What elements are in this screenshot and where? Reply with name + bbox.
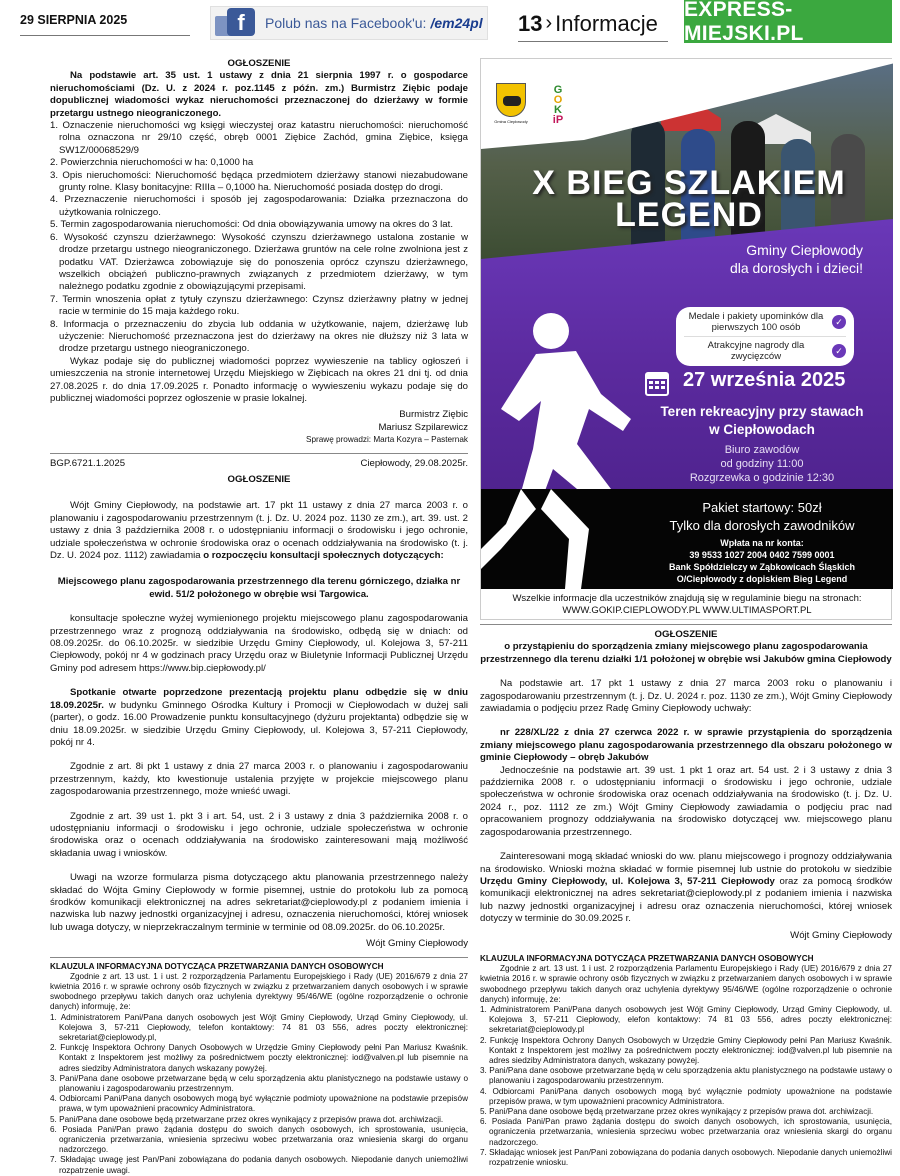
announcement-jakubow <box>480 629 892 942</box>
page-heading <box>518 6 668 42</box>
announcement-title: OGŁOSZENIE <box>227 474 291 485</box>
logo-letter: G <box>553 84 563 96</box>
announcement-cieplowody-consultation <box>50 458 468 951</box>
title-line: LEGEND <box>615 196 763 234</box>
subtitle-line: Gminy Ciepłowody <box>746 242 863 258</box>
fee-line: Pakiet startowy: 50zł <box>702 500 822 515</box>
announcement-lead: Na podstawie art. 35 ust. 1 ustawy z dnia 21 sierpnia 1997 r. o gospodarce nieruchomościami (Dz. U. z 2024 r. poz.1145 z późn. zm.) Burmistrz Ziębic podaje dopublicznej wiadomości wykaz nieruchomości przeznaczonej do dzierżawy w formie przetargu ustnego nieograniczonego. <box>50 70 468 119</box>
logo-letter: iP <box>552 114 564 126</box>
subtitle-line: dla dorosłych i dzieci! <box>729 260 863 276</box>
list-item: 5. Pani/Pana dane osobowe będą przetwarzane przez okres wynikający z przepisów prawa dot. archiwizacji. <box>480 1106 874 1116</box>
runner-silhouette-icon <box>481 489 611 589</box>
list-item: 2. Funkcję Inspektora Ochrony Danych Osobowych w Urzędzie Gminy Ciepłowody pełni Pan Mariusz Kwaśnik. Kontakt z Inspektorem jest możliwy za pośrednictwem poczty elektronicznej: iod@valven.pl lub pisemnie na adres siedziby Administratora danych, wskazany powyżej. <box>480 1035 892 1065</box>
issue-date: 29 SIERPNIA 2025 <box>20 13 190 36</box>
list-item: 6. Wysokość czynszu dzierżawnego: Wysokość czynszu dzierżawnego ustalona zostanie w drodze przetargu ustnego nieograniczonego. Dzierżawa gruntów na cele rolne zwolniona jest z podatku VAT. Dzierżawca zobowiązuje się do ponoszenia oprócz czynszu dzierżawnego, wszelkich obciążeń publiczno-prawnych związanych z przedmiotem dzierżawy, w tym należnego podatku zgodnie z obowiązującymi przepisami. <box>50 231 468 293</box>
rodo-intro: Zgodnie z art. 13 ust. 1 i ust. 2 rozporządzenia Parlamentu Europejskiego i Rady (UE) 2016/679 z dnia 27 kwietnia 2016 r. w sprawie ochrony osób fizycznych w związku z przetwarzaniem danych osobowych i w sprawie swobodnego przepływu takich danych oraz uchylenia dyrektywy 95/46/WE (ogólne rozporządzenie o ochronie danych) informuję, że: <box>480 964 892 1004</box>
reference-number: BGP.6721.1.2025 <box>50 457 126 469</box>
list-item: 8. Informacja o przeznaczeniu do zbycia lub oddania w użytkowanie, najem, dzierżawę lub użyczenie: Nieruchomość przeznaczona jest do dzierżawy na okres nie dłuższy niż 3 lata w drodze przetargu ustnego nieograniczonego. <box>50 318 468 355</box>
divider <box>50 957 468 958</box>
announcement-subject: o przystąpieniu do sporządzenia zmiany miejscowego planu zagospodarowania przestrzennego dla terenu działki 1/1 położonej w obrębie wsi Jakubów gmina Ciepłowody <box>480 641 892 665</box>
event-venue <box>631 403 893 439</box>
rodo-clause-left <box>50 962 468 1176</box>
list-item: 2. Funkcję Inspektora Ochrony Danych Osobowych w Urzędzie Gminy Ciepłowody pełni Pan Mariusz Kwaśnik. Kontakt z Inspektorem jest możliwy za pośrednictwem poczty elektronicznej: iod@valven.pl lub pisemnie na adres siedziby Administratora danych wskazany powyżej. <box>50 1043 468 1073</box>
place-date: Ciepłowody, 29.08.2025r. <box>360 457 468 469</box>
resolution: nr 228/XL/22 z dnia 27 czerwca 2022 r. w sprawie przystąpienia do sporządzenia zmiany miejscowego planu zagospodarowania przestrzennego dla obszaru położonego w gminie Ciepłowody – obręb Jakubów <box>480 727 892 764</box>
bank-line: Bank Spółdzielczy w Ząbkowicach Śląskich <box>668 562 856 572</box>
right-column <box>480 624 892 1168</box>
list-item: 3. Pani/Pana dane osobowe przetwarzane będą w celu sporządzenia aktu planistycznego na podstawie ustawy o planowaniu i zagospodarowaniu przestrzennym. <box>480 1066 892 1086</box>
section-title: Informacje <box>555 10 658 36</box>
divider <box>480 624 892 625</box>
event-title <box>491 164 887 234</box>
list-item: 6. Posiada Pani/Pan prawo żądania dostępu do swoich danych osobowych, ich sprostowania, usunięcia, ograniczenia przetwarzania, wniesienia sprzeciwu wobec przetwarzania oraz wniesienia skargi do organu nadzorczego. <box>480 1117 892 1147</box>
list-item: 4. Odbiorcami Pani/Pana danych osobowych mogą być wyłącznie podmioty upoważnione na podstawie przepisów prawa, w tym upoważnieni pracownicy Administratora. <box>480 1086 892 1106</box>
announcement-title: OGŁOSZENIE <box>654 629 718 640</box>
municipality-logo <box>493 83 529 124</box>
office-line: Rozgrzewka o godzinie 12:30 <box>689 472 835 484</box>
rodo-intro: Zgodnie z art. 13 ust. 1 i ust. 2 rozporządzenia Parlamentu Europejskiego i Rady (UE) 2016/679 z dnia 27 kwietnia 2016 r. w sprawie ochrony osób fizycznych w związku z przetwarzaniem danych osobowych i w sprawie swobodnego przepływu takich danych oraz uchylenia dyrektywy 95/46/WE (ogólne rozporządzenie o ochronie danych) informuję, że: <box>50 971 468 1012</box>
left-column <box>50 58 468 1176</box>
list-item: 4. Odbiorcami Pani/Pana danych osobowych mogą być wyłącznie podmioty upoważnione na podstawie przepisów prawa, w tym upoważnieni pracownicy Administratora. <box>50 1094 468 1114</box>
list-item: 1. Oznaczenie nieruchomości wg księgi wieczystej oraz katastru nieruchomości: nieruchomość rolna oznaczona nr 29/10 część, obręb 0001 Ziębice Zachód, gmina Ziębice, księga SW1Z/00068529/9 <box>50 120 468 156</box>
clerk-note: Sprawę prowadzi: Marta Kozyra – Pasternak <box>305 435 468 445</box>
list-item: 5. Pani/Pana dane osobowe będą przetwarzane przez okres wynikający z przepisów prawa dot. archiwizacji. <box>50 1114 444 1124</box>
prize-badges <box>676 307 854 366</box>
title-line: X BIEG SZLAKIEM <box>532 164 846 202</box>
rodo-list <box>480 1005 892 1168</box>
venue-line: Teren rekreacyjny przy stawach <box>660 404 864 419</box>
rodo-clause-right <box>480 954 892 1168</box>
fee-line: Tylko dla dorosłych zawodników <box>669 518 855 533</box>
list-item: 7. Termin wnoszenia opłat z tytuły czynszu dzierżawnego: Czynsz dzierżawny płatny w jednej racie w terminie do 15 maja każdego roku. <box>50 293 468 318</box>
divider <box>50 453 468 454</box>
list-item: 2. Powierzchnia nieruchomości w ha: 0,1000 ha <box>50 157 254 169</box>
intro-bold: o rozpoczęciu konsultacji społecznych dotyczących: <box>203 550 444 562</box>
submission-info: Uwagi na wzorze formularza pisma dotyczącego aktu planowania przestrzennego należy składać do Wójta Gminy Ciepłowody w formie pisemnej, ustnie do protokołu lub za pomocą środków komunikacji elektronicznej na adres sekretariat@cieplowody.pl z podaniem imienia i nazwiska lub nazwy jednostki organizacyjnej i adresu, oznaczenia nieruchomości, której wniosek lub uwaga dotyczy, w nieprzekraczalnym terminie w terminie od 08.09.2025r. do 06.10.2025r. <box>50 872 468 933</box>
consultation-dates: konsultacje społeczne wyżej wymienionego projektu miejscowego planu zagospodarowania przestrzennego wraz z prognozą oddziaływania na środowisko, odbędą się w dniach: od 08.09.2025r. do 06.10.2025r. w siedzibie Urzędu Gminy Ciepłowody, ul. Kolejowa 3, 57-211 Ciepłowody, pokój nr 4 w godzinach pracy Urzędu oraz w Biuletynie Informacji Publicznej Urzędu Gminy pod adresem https://www.bip.ciepłowody.pl/ <box>50 613 468 674</box>
signer: Wójt Gminy Ciepłowody <box>366 938 468 950</box>
venue-line: w Ciepłowodach <box>709 422 815 437</box>
submission-text: oraz za pomocą środków komunikacji elektronicznej na adres sekretariat@cieplowody.pl z podaniem imienia i nazwiska lub nazwy jednostki organizacyjnej i adresu oraz oznaczenia nieruchomości, której wniosek dotyczy w terminie do 30.09.2025 r. <box>480 875 892 925</box>
rodo-list <box>50 1013 468 1176</box>
coat-of-arms-icon <box>496 83 526 117</box>
bank-account: 39 9533 1027 2004 0402 7599 0001 <box>689 550 835 560</box>
signer-name: Mariusz Szpilarewicz <box>378 421 468 433</box>
fee-text <box>631 499 893 535</box>
environment-info: Jednocześnie na podstawie art. 39 ust. 1 pkt 1 oraz art. 54 ust. 2 i 3 ustawy z dnia 3 października 2008 r. o udostępnianiu informacji o środowisku i jego ochronie, udziale społeczeństwa w ochronie środowiska oraz ocenach oddziaływania na środowisko (t. j. Dz. U. 2024 r., poz. 1112 ze zm.) Wójt Gminy Ciepłowody zawiadamia o podjęciu prac nad opracowaniem prognozy oddziaływania na środowisko dotyczącej ww. miejscowego planu zagospodarowania przestrzennego. <box>480 764 892 838</box>
check-icon: ✓ <box>832 315 846 329</box>
submission-info <box>480 851 892 925</box>
badge-text: Atrakcyjne nagrody dla zwycięzców <box>707 340 805 362</box>
list-item: 3. Pani/Pana dane osobowe przetwarzane będą w celu sporządzenia aktu planistycznego na podstawie ustawy o planowaniu i zagospodarowaniu przestrzennym. <box>50 1073 468 1094</box>
announcement-closing: Wykaz podaje się do publicznej wiadomości poprzez wywieszenie na tablicy ogłoszeń i umieszczenia na stronie internetowej Urzędu Miejskiego w Ziębicach na okres 21 dni tj. od dnia 27.08.2025 r. do dnia 17.09.2025 r. Ponadto informację o wywieszeniu wykazu podaje się do publicznej wiadomości poprzez ogłoszenie w prasie lokalnej. <box>50 355 468 404</box>
heading-chevron-icon: › <box>545 12 553 34</box>
office-address: Urzędu Gminy Ciepłowody, ul. Kolejowa 3, 57-211 Ciepłowody <box>480 875 775 887</box>
bank-details <box>631 537 893 585</box>
office-line: Biuro zawodów <box>724 444 800 456</box>
list-item: 6. Posiada Pani/Pan prawo żądania dostępu do swoich danych osobowych, ich sprostowania, usunięcia, ograniczenia przetwarzania, wniesienia sprzeciwu wobec przetwarzania oraz wniesienia skargi do organu nadzorczego. <box>50 1124 468 1155</box>
facebook-like-icon: f <box>215 8 257 38</box>
intro-text: Wójt Gminy Ciepłowody, na podstawie art. 17 pkt 11 ustawy z dnia 27 marca 2003 r. o planowaniu i zagospodarowaniu przestrzennym (t. j. Dz. U. 2024 poz. 1130 ze zm.), art. 39. ust. 2 ustawy z dnia 3 października 2008 r. o udostępnianiu informacji o środowisku i jego ochronie, udziale społeczeństwa w ochronie środowiska oraz o ocenach oddziaływania na środowisko (t. j. Dz. U. 2024 poz. 1112) zawiadamia <box>50 500 468 562</box>
office-line: od godziny 11:00 <box>720 458 804 470</box>
run-poster <box>480 58 892 620</box>
list-item: 1. Administratorem Pani/Pana danych osobowych jest Wójt Gminy Ciepłowody, Urząd Gminy Ciepłowody, ul. Kolejowa 3, 57-211 Ciepłowody, elefon kontaktowy: 74 81 03 556, adres poczty elektronicznej: sekretariat@cieplowody.pl <box>480 1004 892 1035</box>
objection-info: Zgodnie z art. 8i pkt 1 ustawy z dnia 27 marca 2003 r. o planowaniu i zagospodarowaniu przestrzennym, każdy, kto kwestionuje ustalenia przyjęte w projekcie miejscowego planu zagospodarowania przestrzennego, może wnieść uwagi. <box>50 761 468 798</box>
plan-subject: Miejscowego planu zagospodarowania przestrzennego dla terenu górniczego, działka nr ewid. 51/2 położonego w obrębie wsi Targowica. <box>57 576 461 600</box>
info-line: Wszelkie informacje dla uczestników znajdują się w regulaminie biegu na stronach: <box>512 593 862 604</box>
brand-logo[interactable]: EXPRESS-MIEJSKI.PL <box>684 0 892 43</box>
logo-caption: Gmina Ciepłowody <box>494 119 528 124</box>
facebook-cta-text: Polub nas na Facebook'u: <box>265 15 427 31</box>
bank-line: Wpłata na nr konta: <box>720 538 804 548</box>
list-item: 7. Składając wniosek jest Pan/Pani zobowiązana do podania danych osobowych. Niepodanie danych uniemożliwi rozpatrzenie wniosku. <box>480 1147 892 1167</box>
rodo-title: KLAUZULA INFORMACYJNA DOTYCZĄCA PRZETWARZANIA DANYCH OSOBOWYCH <box>50 961 384 971</box>
facebook-handle[interactable]: /em24pl <box>430 15 483 31</box>
event-date: 27 września 2025 <box>683 369 846 391</box>
meeting-bold: Spotkanie otwarte poprzedzone prezentacją projektu planu odbędzie się w dniu 18.09.2025r. <box>50 687 468 711</box>
check-icon: ✓ <box>832 344 846 358</box>
gokip-logo <box>547 85 569 125</box>
page-number: 13 <box>518 10 543 36</box>
meeting-text: w budynku Gminnego Ośrodka Kultury i Promocji w Ciepłowodach w dużej sali (parter), o godz. 16.00 Prowadzenie punktu konsultacyjnego (dyżuru projektanta) odbędzie się w dniu 18.09.2025r. w siedzibie Urzędu Gminy Ciepłowody, ul. Kolejowa 3, 57-211 Ciepłowody, pokój nr 4. <box>50 699 468 748</box>
list-item: 1. Administratorem Pani/Pana danych osobowych jest Wójt Gminy Ciepłowody, Urząd Gminy Ciepłowody, ul. Kolejowa 3, 57-211 Ciepłowody, telefon kontaktowy: 74 81 03 556, adres poczty elektronicznej: sekretariat@cieplowody.pl, <box>50 1012 468 1043</box>
signer: Wójt Gminy Ciepłowody <box>790 929 892 941</box>
logo-letter: K <box>554 104 562 116</box>
event-subtitle <box>730 241 863 277</box>
badge-text: Medale i pakiety upominków dla pierwszych 100 osób <box>688 311 824 333</box>
info-urls[interactable]: WWW.GOKIP.CIEPLOWODY.PL WWW.ULTIMASPORT.PL <box>562 605 812 616</box>
list-item: 5. Termin zagospodarowania nieruchomości: Od dnia obowiązywania umowy na okres do 3 lat. <box>50 219 453 231</box>
list-item: 3. Opis nieruchomości: Nieruchomość będąca przedmiotem dzierżawy stanowi niezabudowane grunty rolne. Klasy bonitacyjne: RIIIa – 0,1000 ha. Nieruchomość posiada dostęp do drogi. <box>50 169 468 194</box>
bank-line: O/Ciepłowody z dopiskiem Bieg Legend <box>676 574 848 584</box>
facebook-banner[interactable] <box>210 6 488 40</box>
office-hours <box>631 443 893 485</box>
rodo-title: KLAUZULA INFORMACYJNA DOTYCZĄCA PRZETWARZANIA DANYCH OSOBOWYCH <box>480 953 814 963</box>
legal-basis: Na podstawie art. 17 pkt 1 ustawy z dnia 27 marca 2003 roku o planowaniu i zagospodarowaniu przestrzennym (t. j. Dz. U. 2024 r. poz. 1130 ze zm.), Wójt Gminy Ciepłowody zawiadamia o podjęciu przez Radę Gminy Ciepłowody uchwały: <box>480 678 892 715</box>
announcement-intro <box>50 500 468 562</box>
announcement-zabice <box>50 58 468 447</box>
comments-info: Zgodnie z art. 39 ust 1. pkt 3 i art. 54, ust. 2 i 3 ustawy z dnia 3 października 2008 r. o udostępnianiu informacji o środowisku i jego ochronie, udziale społeczeństwa w ochronie środowiska oraz o ocenach oddziaływania na środowisko zainteresowani mają możliwość składania uwag i wniosków. <box>50 810 468 859</box>
logo-letter: O <box>553 94 563 106</box>
list-item: 7. Składając uwagę jest Pan/Pani zobowiązana do podania danych osobowych. Niepodanie danych uniemożliwi rozpatrzenie uwagi. <box>50 1155 468 1175</box>
list-item: 4. Przeznaczenie nieruchomości i sposób jej zagospodarowania: Działka przeznaczona do użytkowania rolniczego. <box>50 194 468 218</box>
poster-info <box>481 593 893 617</box>
announcement-title: OGŁOSZENIE <box>227 58 291 69</box>
calendar-icon <box>645 372 669 396</box>
signer-title: Burmistrz Ziębic <box>399 409 468 421</box>
meeting-info <box>50 687 468 749</box>
property-details-list <box>50 120 468 356</box>
submission-text: Zainteresowani mogą składać wnioski do ww. planu miejscowego i prognozy oddziaływania na środowisko. Wnioski można składać w formie pisemnej lub ustnie do protokołu w siedzibie <box>480 851 892 875</box>
